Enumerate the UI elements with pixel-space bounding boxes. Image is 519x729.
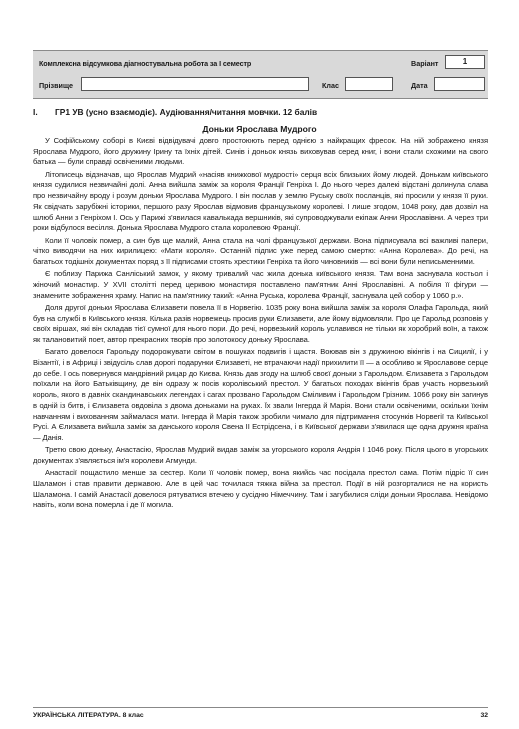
paragraph: Анастасії пощастило менше за сестер. Коли її чоловік помер, вона якийсь час посідала престол сама. Потім підріс її син Шаламон і став правити державою. Але в цей час точилася тяжка війна за престол. Події в ній розгорталися не на користь Шаламона. І самій Анастасії довелося рятуватися втечею у сусідню Німеччину. Там і загубилися сліди доньки Ярослава. Невідомо навіть, коли вона померла і де її могила.	[33, 468, 488, 510]
variant-value: 1	[462, 57, 468, 66]
paragraph: Доля другої доньки Ярослава Єлизавети повела її в Норвегію. 1035 року вона вийшла заміж за короля Олафа Гарольда, який був на службі в Київського князя. Кілька разів норвежець просив руки Єлизавети, але йому відмовляли. Про це Гарольд розповів у своїх віршах, які він складав тієї сумної для нього пори. До речі, норвезький король уславився не тільки як хоробрий воїн, а також як талановитий поет, автор прекрасних творів про золотокосу доньку Ярослава.	[33, 302, 488, 345]
work-title: Комплексна відсумкова діагностувальна робота за І семестр	[39, 59, 252, 68]
class-field[interactable]	[345, 77, 393, 91]
paragraph: Третю свою доньку, Анастасію, Ярослав Мудрий видав заміж за угорського короля Андрія І 1046 року. Після цього в угорських документах з'являється ім'я королеви Агмунди.	[33, 445, 488, 465]
variant-box	[445, 55, 485, 69]
task-number: I.	[33, 107, 38, 117]
paragraph: Літописець відзначав, що Ярослав Мудрий «насіяв книжкової мудрості» серця всіх близьких йому людей. Донькам київського князя судилися незвичайні долі. Анна вийшла заміж за короля Франції Генріха І. До нього через далекі відстані долинула слава про незвичайну вроду і розум доньки Ярослава Мудрого. І він послав у землю Руську своїх посланців, які просили у князя її руки. Як свідчать зарубіжні історики, першого разу Ярослав відмовив французькому королеві. І лише згодом, 1048 року, дав дозвіл на шлюб Анни з Генріхом І. Ось у Парижі з'явилася кавалькада вершників, які супроводжували екіпаж Анни Ярославівни. А через три роки відбулося весілля. Донька Ярослава Мудрого стала королевою Франції.	[33, 169, 488, 233]
surname-field[interactable]	[81, 77, 309, 91]
article-title: Доньки Ярослава Мудрого	[202, 124, 317, 134]
paragraph: У Софійському соборі в Києві відвідувачі довго простоюють перед однією з найкращих фресок. На ній зображено князя Ярослава Мудрого, його дружину Ірину та їхніх дітей. Синів і доньок князь виховував серед книг, і вони стали схожими на свого батька — були справді освіченими людьми.	[33, 136, 488, 167]
task-text: ГР1 УВ (усно взаємодіє). Аудіювання/читання мовчки. 12 балів	[55, 107, 318, 117]
article-body	[33, 136, 488, 513]
paragraph: Багато довелося Гарольду подорожувати світом в пошуках подвигів і щастя. Воював він з дружиною вікінгів і на Сицилії, і у Візантії, і в Африці і звідусіль слав дорогі подарунки Єлизаветі, не втрачаючи надії прихилити її — а особливо ж Ярославове серце до себе. І ось повернувся мандрівний рицар до Києва. Князь дав згоду на шлюб своєї доньки з Гарольдом. Єлизавета з Гарольдом поїхали на його Батьківщину, де він одразу ж посів королівський престол. У багатьох походах вікінгів брав участь норвезький король, якого в давніх скандинавських легендах і сагах прозвано Гарольдом Сміливим і Гарольдом Грізним. 1066 року він загинув в одній із битв, і Єлизавета овдовіла з двома доньками на руках. Їх звали Інгерда й Марія. Вони стали освіченими, оскільки їхнім навчанням і вихованням займалася мати. Інгерда й Марія також зробили чимало для підтримання стосунків Норвегії та Київської Русі. А Єлизавета вийшла заміж за данського короля Свена ІІ Естрідсена, і в Київської держави з'явилася ще одна дружня країна — Данія.	[33, 347, 488, 442]
date-field[interactable]	[434, 77, 485, 91]
date-label: Дата	[411, 81, 428, 90]
work-header	[33, 50, 488, 99]
paragraph: Коли її чоловік помер, а син був ще малий, Анна стала на чолі французької держави. Вона підписувала всі важливі папери, чітко виводячи на них кирилицею: «Мати короля». Останній підпис уже перед самою смертю: «Анна Королева». До речі, на багатьох тодішніх документах поряд з її підписами стоять хрестики Генріха та його чиновників — всі вони були неписьменними.	[33, 235, 488, 266]
page-footer	[33, 707, 488, 722]
surname-label: Прізвище	[39, 81, 74, 90]
paragraph: Є поблизу Парижа Санліський замок, у якому тривалий час жила донька київського князя. Там вона заснувала костьол і жіночий монастир. У XVII столітті перед церквою монастиря поставлено пам'ятник Анні Ярославівні. А побіля її фігури — знамените зображення храму. Напис на пам'ятнику такий: «Анна Руська, королева Франції, заснувала цей собор у 1060 р.».	[33, 269, 488, 300]
class-label: Клас	[322, 81, 339, 90]
variant-label: Варіант	[411, 59, 439, 68]
task-heading	[33, 107, 317, 117]
footer-subject: УКРАЇНСЬКА ЛІТЕРАТУРА. 8 клас	[33, 712, 144, 719]
page-number: 32	[480, 712, 488, 719]
